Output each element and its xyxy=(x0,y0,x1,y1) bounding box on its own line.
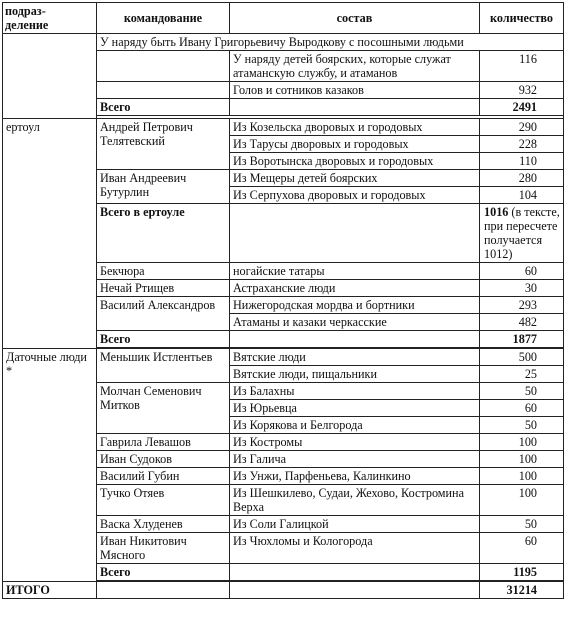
commander-cell: Иван Андреевич Бутурлин xyxy=(97,170,230,204)
quantity-cell: 482 xyxy=(480,314,564,331)
commander-cell: Бекчюра xyxy=(97,263,230,280)
quantity-cell: 100 xyxy=(480,485,564,516)
composition-cell xyxy=(230,582,480,599)
composition-cell: Из Шешкилево, Судаи, Жехово, Костромина Верха xyxy=(230,485,480,516)
commander-cell: Иван Никитович Мясного xyxy=(97,533,230,564)
total-label: Всего xyxy=(97,331,230,348)
quantity-cell: 50 xyxy=(480,516,564,533)
composition-cell: Из Серпухова дворовых и городовых xyxy=(230,187,480,204)
commander-cell: Гаврила Левашов xyxy=(97,434,230,451)
composition-cell: Из Корякова и Белгорода xyxy=(230,417,480,434)
composition-cell: Из Костромы xyxy=(230,434,480,451)
table-header-row xyxy=(3,3,564,34)
quantity-cell: 110 xyxy=(480,153,564,170)
commander-cell: Андрей Петрович Телятевский xyxy=(97,119,230,170)
quantity-cell: 50 xyxy=(480,417,564,434)
quantity-cell: 290 xyxy=(480,119,564,136)
quantity-cell: 60 xyxy=(480,400,564,417)
grand-total-row xyxy=(3,582,564,599)
quantity-cell: 30 xyxy=(480,280,564,297)
total-label: Всего xyxy=(97,99,230,116)
commander-cell: Молчан Семенович Митков xyxy=(97,383,230,434)
composition-cell xyxy=(230,564,480,581)
composition-cell: Астраханские люди xyxy=(230,280,480,297)
composition-cell: Из Воротынска дворовых и городовых xyxy=(230,153,480,170)
composition-cell: У наряду детей боярских, которые служат атаманскую службу, и атаманов xyxy=(230,51,480,82)
quantity-cell: 932 xyxy=(480,82,564,99)
header-composition: состав xyxy=(230,3,480,34)
quantity-cell: 60 xyxy=(480,263,564,280)
subtotal-value: 1016 xyxy=(484,205,509,219)
quantity-cell: 100 xyxy=(480,451,564,468)
composition-cell: Из Тарусы дворовых и городовых xyxy=(230,136,480,153)
header-command: командование xyxy=(97,3,230,34)
composition-cell: Атаманы и казаки черкасские xyxy=(230,314,480,331)
composition-cell xyxy=(230,99,480,116)
quantity-cell: 116 xyxy=(480,51,564,82)
header-quantity: количество xyxy=(480,3,564,34)
total-value: 1877 xyxy=(480,331,564,348)
composition-cell: Из Мещеры детей боярских xyxy=(230,170,480,187)
composition-cell: Из Соли Галицкой xyxy=(230,516,480,533)
commander-cell: Тучко Отяев xyxy=(97,485,230,516)
subtotal-note: (в тексте, при пересчете получается 1012) xyxy=(484,205,560,261)
table-row xyxy=(3,34,564,51)
quantity-cell: 104 xyxy=(480,187,564,204)
commander-cell xyxy=(97,51,230,82)
grand-total-value: 31214 xyxy=(480,582,564,599)
composition-cell: Из Юрьевца xyxy=(230,400,480,417)
army-composition-table xyxy=(2,2,564,599)
quantity-cell: 100 xyxy=(480,468,564,485)
unit-cell xyxy=(3,34,97,119)
unit-cell: ертоул xyxy=(3,119,97,349)
composition-cell: Из Чюхломы и Кологорода xyxy=(230,533,480,564)
composition-cell: Из Козельска дворовых и городовых xyxy=(230,119,480,136)
subtotal-value-cell xyxy=(480,204,564,263)
unit-cell: Даточные люди * xyxy=(3,349,97,582)
quantity-cell: 100 xyxy=(480,434,564,451)
commander-cell: Василий Александров xyxy=(97,297,230,331)
composition-cell xyxy=(230,331,480,348)
total-label: Всего xyxy=(97,564,230,581)
commander-cell: Василий Губин xyxy=(97,468,230,485)
composition-cell: ногайские татары xyxy=(230,263,480,280)
composition-cell: Из Унжи, Парфеньева, Калинкино xyxy=(230,468,480,485)
header-unit: подраз- деление xyxy=(3,3,97,34)
quantity-cell: 280 xyxy=(480,170,564,187)
composition-cell: Из Галича xyxy=(230,451,480,468)
composition-cell: Вятские люди xyxy=(230,349,480,366)
quantity-cell: 25 xyxy=(480,366,564,383)
quantity-cell: 228 xyxy=(480,136,564,153)
quantity-cell: 60 xyxy=(480,533,564,564)
commander-cell xyxy=(97,582,230,599)
quantity-cell: 293 xyxy=(480,297,564,314)
commander-cell: Меньшик Истлентьев xyxy=(97,349,230,383)
table-row xyxy=(3,349,564,366)
composition-cell: Нижегородская мордва и бортники xyxy=(230,297,480,314)
section1-banner: У наряду быть Ивану Григорьевичу Выродкову с посошными людьми xyxy=(97,34,564,51)
quantity-cell: 50 xyxy=(480,383,564,400)
grand-total-label: ИТОГО xyxy=(3,582,97,599)
table-row xyxy=(3,119,564,136)
commander-cell xyxy=(97,82,230,99)
commander-cell: Нечай Ртищев xyxy=(97,280,230,297)
total-value: 2491 xyxy=(480,99,564,116)
composition-cell: Голов и сотников казаков xyxy=(230,82,480,99)
commander-cell: Иван Судоков xyxy=(97,451,230,468)
subtotal-label: Всего в ертоуле xyxy=(97,204,230,263)
composition-cell xyxy=(230,204,480,263)
commander-cell: Васка Хлуденев xyxy=(97,516,230,533)
quantity-cell: 500 xyxy=(480,349,564,366)
composition-cell: Вятские люди, пищальники xyxy=(230,366,480,383)
composition-cell: Из Балахны xyxy=(230,383,480,400)
total-value: 1195 xyxy=(480,564,564,581)
